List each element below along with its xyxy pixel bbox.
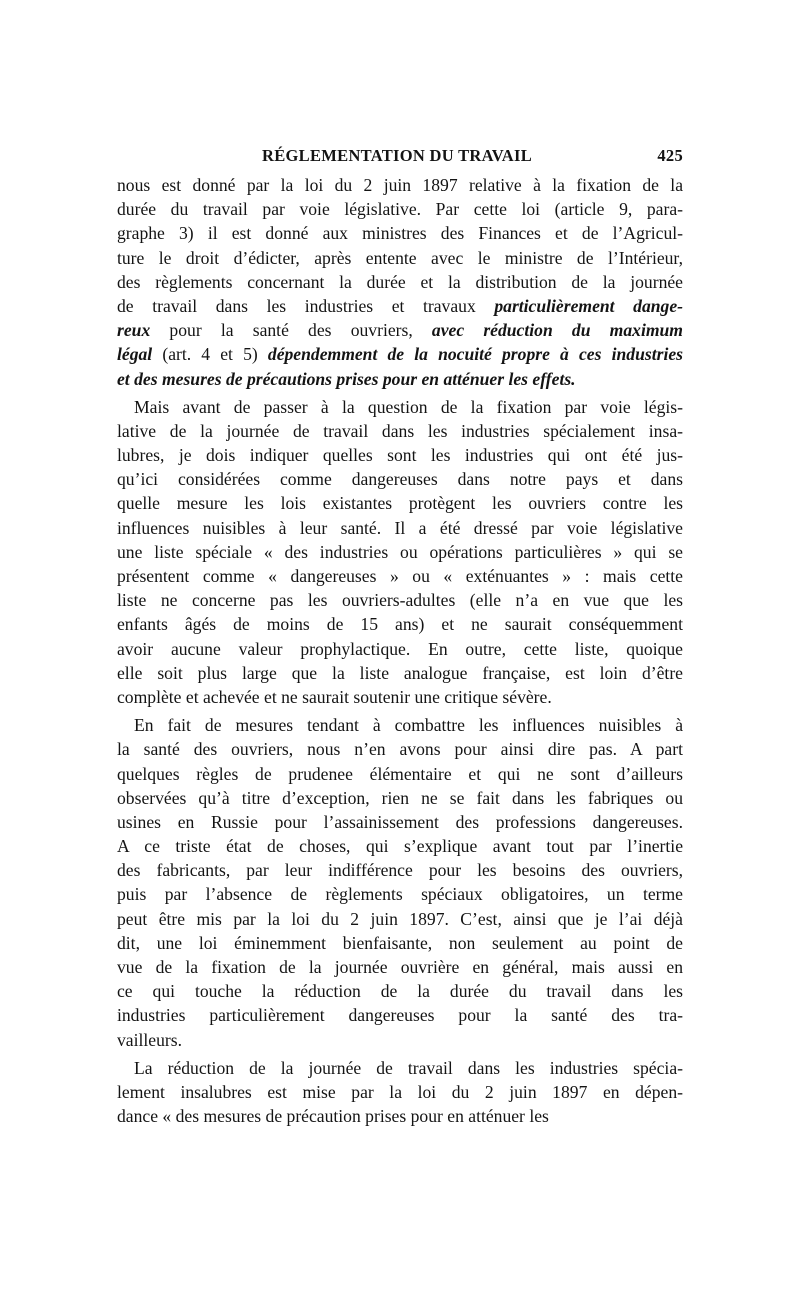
text-line: qu’ici considérées comme dangereuses dans notre pays et dans [117,469,683,490]
text-line: Mais avant de passer à la question de la fixation par voie légis- [134,396,683,417]
emphasized-text: légal [117,344,153,365]
text-line: présentent comme « dangereuses » ou « exténuantes » : mais cette [117,566,683,586]
emphasized-text: avec réduction du maximum [431,320,683,341]
paragraph [117,713,683,1052]
text-line: La réduction de la journée de travail dans les industries spécia- [134,1057,683,1078]
text-line: industries particulièrement dangereuses pour la santé des tra- [117,1005,683,1026]
text-line: avoir aucune valeur prophylactique. En outre, cette liste, quoique [117,638,683,659]
emphasized-text: reux [117,320,151,341]
text-line: puis par l’absence de règlements spéciaux obligatoires, un terme [117,884,683,905]
book-page [117,146,683,1128]
paragraph [117,395,683,709]
emphasized-text: et des mesures de précautions prises pour en atténuer les effets. [117,368,576,389]
paragraph [117,173,683,391]
text-line: lative de la journée de travail dans les industries spécialement insa- [117,420,683,441]
emphasized-text: dépendemment de la nocuité propre à ces industries [267,344,683,365]
text-line: peut être mis par la loi du 2 juin 1897. C’est, ainsi que je l’ai déjà [117,908,683,929]
emphasized-text: particulièrement dange- [494,295,683,316]
text-line: des fabricants, par leur indifférence pour les besoins des ouvriers, [117,860,683,881]
text-line: dit, une loi éminemment bienfaisante, non seulement au point de [117,932,683,953]
text-line: de travail dans les industries et travaux particulièrement dange- [117,295,683,316]
text-line: une liste spéciale « des industries ou opérations particulières » qui se [117,541,683,562]
text-line: nous est donné par la loi du 2 juin 1897 relative à la fixation de la [117,175,683,195]
text-line: ce qui touche la réduction de la durée du travail dans les [117,981,683,1002]
text-line [117,367,683,391]
text-line: la santé des ouvriers, nous n’en avons pour ainsi dire pas. A part [117,739,683,760]
text-line: vue de la fixation de la journée ouvrière en général, mais aussi en [117,957,683,977]
text-line: influences nuisibles à leur santé. Il a été dressé par voie législative [117,517,683,538]
text-line: complète et achevée et ne saurait soutenir une critique sévère. [117,686,552,707]
page-number: 425 [657,146,683,165]
text-line: vailleurs. [117,1029,182,1050]
body-text [117,173,683,1128]
text-line: liste ne concerne pas les ouvriers-adultes (elle n’a en vue que les [117,590,683,611]
text-line: quelques règles de prudenee élémentaire et qui ne sont d’ailleurs [117,763,683,784]
running-title: RÉGLEMENTATION DU TRAVAIL [262,146,533,165]
text-line: enfants âgés de moins de 15 ans) et ne saurait conséquemment [117,614,683,635]
paragraph [117,1056,683,1129]
text-line: légal (art. 4 et 5) dépendemment de la nocuité propre à ces industries [117,344,683,365]
text-line: graphe 3) il est donné aux ministres des Finances et de l’Agricul- [117,223,683,244]
text-line: usines en Russie pour l’assainissement des professions dangereuses. [117,811,683,832]
text-line: lubres, je dois indiquer quelles sont les industries qui ont été jus- [117,445,683,466]
text-line: ture le droit d’édicter, après entente avec le ministre de l’Intérieur, [117,247,683,268]
text-line: quelle mesure les lois existantes protègent les ouvriers contre les [117,493,683,514]
text-line: A ce triste état de choses, qui s’explique avant tout par l’inertie [117,836,683,857]
text-line: observées qu’à titre d’exception, rien ne se fait dans les fabriques ou [117,787,683,808]
text-line: reux pour la santé des ouvriers, avec réduction du maximum [117,320,683,341]
text-line: dance « des mesures de précaution prises pour en atténuer les [117,1106,549,1127]
running-head [117,146,683,172]
text-line: En fait de mesures tendant à combattre les influences nuisibles à [134,715,683,736]
text-line: des règlements concernant la durée et la distribution de la journée [117,271,683,292]
text-line: durée du travail par voie législative. Par cette loi (article 9, para- [117,199,683,220]
text-line: elle soit plus large que la liste analogue française, est loin d’être [117,662,683,683]
text-line: lement insalubres est mise par la loi du 2 juin 1897 en dépen- [117,1081,683,1102]
